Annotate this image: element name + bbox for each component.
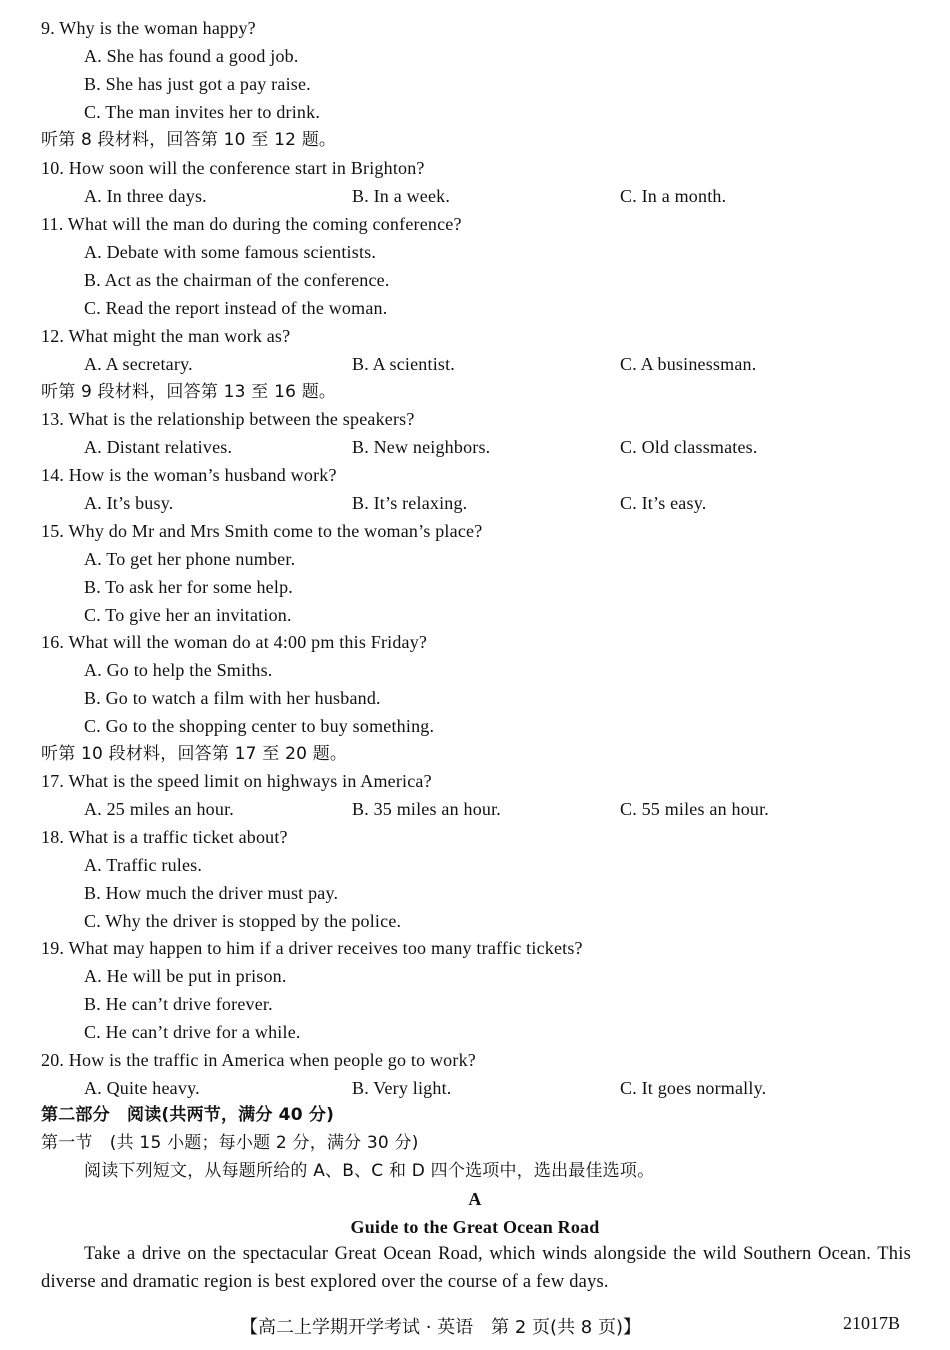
option-12c: C. A businessman. — [620, 354, 757, 374]
option-19b: B. He can’t drive forever. — [84, 994, 273, 1014]
option-17b: B. 35 miles an hour. — [352, 799, 501, 819]
option-19a: A. He will be put in prison. — [84, 966, 287, 986]
section-8-instruction: 听第 8 段材料，回答第 10 至 12 题。 — [41, 130, 337, 150]
question-18: 18. What is a traffic ticket about? — [41, 827, 288, 847]
option-10a: A. In three days. — [84, 186, 207, 206]
option-16b: B. Go to watch a film with her husband. — [84, 688, 381, 708]
options-13 — [84, 436, 758, 458]
option-10c: C. In a month. — [620, 186, 727, 206]
passage-title: Guide to the Great Ocean Road — [350, 1217, 600, 1237]
options-17 — [84, 798, 769, 820]
option-14c: C. It’s easy. — [620, 493, 707, 513]
option-9c: C. The man invites her to drink. — [84, 102, 321, 122]
option-15b: B. To ask her for some help. — [84, 577, 293, 597]
part-2-instruction: 阅读下列短文，从每题所给的 A、B、C 和 D 四个选项中，选出最佳选项。 — [84, 1161, 655, 1181]
option-13a: A. Distant relatives. — [84, 437, 233, 457]
question-15: 15. Why do Mr and Mrs Smith come to the woman’s place? — [41, 521, 483, 541]
option-15a: A. To get her phone number. — [84, 549, 296, 569]
question-11: 11. What will the man do during the coming conference? — [41, 214, 462, 234]
passage-letter: A — [468, 1189, 482, 1209]
option-11b: B. Act as the chairman of the conference. — [84, 270, 390, 290]
option-10b: B. In a week. — [352, 186, 451, 206]
option-11a: A. Debate with some famous scientists. — [84, 242, 377, 262]
question-13: 13. What is the relationship between the speakers? — [41, 409, 415, 429]
question-12: 12. What might the man work as? — [41, 326, 291, 346]
option-20b: B. Very light. — [352, 1078, 452, 1098]
option-11c: C. Read the report instead of the woman. — [84, 298, 388, 318]
option-17a: A. 25 miles an hour. — [84, 799, 234, 819]
option-16c: C. Go to the shopping center to buy something. — [84, 716, 435, 736]
part-2-title: 第二部分 阅读(共两节，满分 40 分) — [41, 1105, 335, 1125]
options-20 — [84, 1077, 767, 1099]
passage-paragraph: Take a drive on the spectacular Great Ocean Road, which winds alongside the wild Southern Ocean. This diverse and dramatic region is best explored over the course of a few days. — [41, 1244, 911, 1292]
options-12 — [84, 353, 757, 375]
option-12a: A. A secretary. — [84, 354, 193, 374]
question-16: 16. What will the woman do at 4:00 pm this Friday? — [41, 632, 428, 652]
question-19: 19. What may happen to him if a driver receives too many traffic tickets? — [41, 938, 583, 958]
option-9b: B. She has just got a pay raise. — [84, 74, 311, 94]
question-20: 20. How is the traffic in America when people go to work? — [41, 1050, 476, 1070]
footer-code: 21017B — [843, 1313, 901, 1333]
option-18c: C. Why the driver is stopped by the police. — [84, 911, 402, 931]
option-9a: A. She has found a good job. — [84, 46, 299, 66]
option-13c: C. Old classmates. — [620, 437, 758, 457]
option-18b: B. How much the driver must pay. — [84, 883, 339, 903]
option-12b: B. A scientist. — [352, 354, 456, 374]
question-17: 17. What is the speed limit on highways in America? — [41, 771, 432, 791]
option-20c: C. It goes normally. — [620, 1078, 767, 1098]
option-13b: B. New neighbors. — [352, 437, 491, 457]
footer-label: 【高二上学期开学考试 · 英语 第 2 页(共 8 页)】 — [240, 1317, 641, 1338]
option-14b: B. It’s relaxing. — [352, 493, 468, 513]
option-17c: C. 55 miles an hour. — [620, 799, 769, 819]
option-18a: A. Traffic rules. — [84, 855, 203, 875]
option-19c: C. He can’t drive for a while. — [84, 1022, 301, 1042]
option-15c: C. To give her an invitation. — [84, 605, 292, 625]
options-14 — [84, 492, 707, 514]
part-2-section-1: 第一节 (共 15 小题；每小题 2 分，满分 30 分) — [41, 1133, 419, 1153]
section-9-instruction: 听第 9 段材料，回答第 13 至 16 题。 — [41, 382, 337, 402]
question-10: 10. How soon will the conference start in Brighton? — [41, 158, 425, 178]
option-20a: A. Quite heavy. — [84, 1078, 200, 1098]
option-16a: A. Go to help the Smiths. — [84, 660, 273, 680]
question-9: 9. Why is the woman happy? — [41, 18, 256, 38]
options-10 — [84, 185, 727, 207]
option-14a: A. It’s busy. — [84, 493, 174, 513]
section-10-instruction: 听第 10 段材料，回答第 17 至 20 题。 — [41, 744, 348, 764]
question-14: 14. How is the woman’s husband work? — [41, 465, 337, 485]
